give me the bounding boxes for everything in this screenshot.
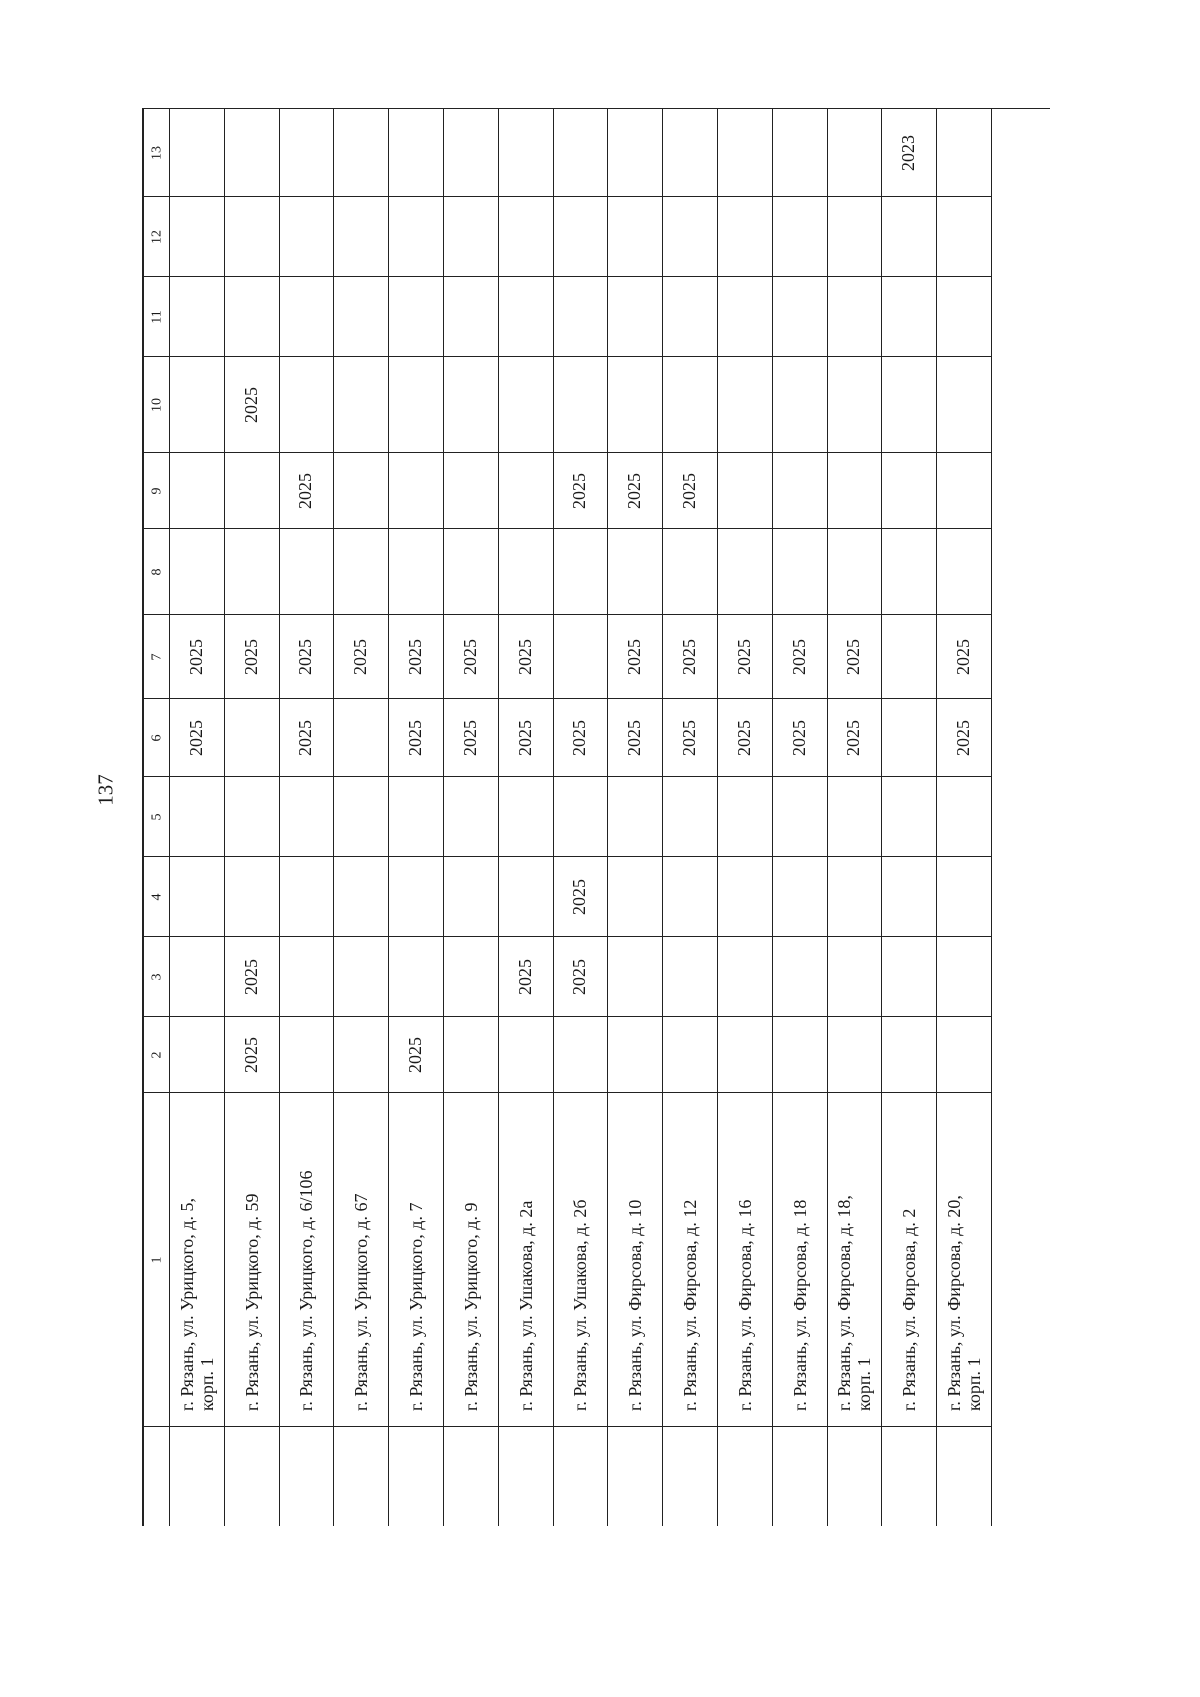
header-label: 9 — [148, 487, 164, 494]
year-cell — [554, 197, 608, 277]
year-cell — [334, 857, 388, 937]
year-value: 2025 — [569, 719, 590, 756]
year-cell — [773, 857, 827, 937]
year-cell — [499, 699, 553, 777]
year-cell — [334, 937, 388, 1017]
year-cell — [389, 529, 443, 615]
year-cell — [882, 529, 936, 615]
year-cell — [554, 615, 608, 699]
header-label: 12 — [148, 229, 164, 244]
year-cell — [280, 857, 334, 937]
year-cell — [608, 529, 662, 615]
address-text: г. Рязань, ул. Урицкого, д. 59 — [241, 1193, 262, 1411]
address-text: г. Рязань, ул. Фирсова, д. 18, корп. 1 — [834, 1194, 875, 1411]
year-cell — [280, 357, 334, 453]
address-cell — [334, 1093, 388, 1427]
year-cell — [499, 529, 553, 615]
year-cell — [389, 699, 443, 777]
address-cell — [444, 1093, 498, 1427]
year-cell — [718, 529, 772, 615]
year-cell — [828, 777, 882, 857]
address-text: г. Рязань, ул. Урицкого, д. 67 — [351, 1193, 372, 1411]
year-cell — [937, 453, 991, 529]
year-cell — [554, 777, 608, 857]
address-text: г. Рязань, ул. Урицкого, д. 5, корп. 1 — [176, 1197, 217, 1411]
year-cell — [608, 357, 662, 453]
year-cell — [828, 197, 882, 277]
year-cell — [554, 453, 608, 529]
year-cell — [444, 699, 498, 777]
year-cell — [444, 937, 498, 1017]
year-cell — [937, 529, 991, 615]
year-cell — [499, 777, 553, 857]
year-cell — [170, 357, 224, 453]
year-cell — [170, 197, 224, 277]
year-cell — [499, 857, 553, 937]
address-cell — [773, 1093, 827, 1427]
year-cell — [773, 277, 827, 357]
year-cell — [663, 699, 717, 777]
year-cell — [663, 197, 717, 277]
year-cell — [663, 277, 717, 357]
year-cell — [170, 937, 224, 1017]
year-cell — [444, 1017, 498, 1093]
year-value: 2025 — [624, 719, 645, 756]
year-value: 2025 — [733, 638, 754, 675]
table-row — [280, 109, 335, 1526]
table-row — [608, 109, 663, 1526]
year-cell — [225, 615, 279, 699]
header-label: 8 — [148, 568, 164, 575]
address-text: г. Рязань, ул. Фирсова, д. 2 — [899, 1208, 920, 1411]
address-text: г. Рязань, ул. Фирсова, д. 20, корп. 1 — [943, 1194, 985, 1411]
year-cell — [554, 937, 608, 1017]
year-cell — [828, 277, 882, 357]
year-cell — [608, 615, 662, 699]
address-cell — [170, 1093, 224, 1427]
year-cell — [170, 529, 224, 615]
year-cell — [828, 1017, 882, 1093]
year-cell — [663, 529, 717, 615]
year-cell — [499, 357, 553, 453]
page-number: 137 — [93, 774, 118, 806]
address-cell — [389, 1093, 443, 1427]
year-value: 2025 — [240, 386, 261, 423]
year-cell — [828, 453, 882, 529]
year-cell — [499, 1017, 553, 1093]
year-cell — [937, 109, 991, 197]
table-row — [828, 109, 883, 1526]
year-cell — [280, 777, 334, 857]
header-label: 6 — [148, 734, 164, 741]
year-cell — [937, 197, 991, 277]
year-cell — [334, 1017, 388, 1093]
year-cell — [937, 699, 991, 777]
year-cell — [280, 937, 334, 1017]
year-cell — [882, 1017, 936, 1093]
address-cell — [828, 1093, 882, 1427]
year-cell — [499, 109, 553, 197]
year-cell — [937, 357, 991, 453]
year-cell — [280, 453, 334, 529]
year-cell — [334, 453, 388, 529]
year-value: 2025 — [569, 878, 590, 915]
year-cell — [718, 615, 772, 699]
table-row — [389, 109, 444, 1526]
header-cell — [144, 197, 169, 277]
header-label: 10 — [148, 397, 164, 412]
year-cell — [773, 615, 827, 699]
year-cell — [718, 357, 772, 453]
year-cell — [937, 615, 991, 699]
year-value: 2025 — [240, 1036, 261, 1073]
year-cell — [882, 937, 936, 1017]
year-value: 2025 — [240, 638, 261, 675]
year-cell — [444, 197, 498, 277]
year-cell — [663, 1017, 717, 1093]
year-cell — [882, 615, 936, 699]
year-cell — [444, 109, 498, 197]
year-cell — [937, 1017, 991, 1093]
address-cell — [718, 1093, 772, 1427]
year-cell — [225, 699, 279, 777]
year-cell — [444, 857, 498, 937]
year-cell — [718, 453, 772, 529]
year-cell — [225, 1017, 279, 1093]
year-cell — [663, 857, 717, 937]
year-cell — [882, 277, 936, 357]
year-cell — [389, 277, 443, 357]
year-cell — [828, 857, 882, 937]
year-value: 2025 — [569, 472, 590, 509]
year-cell — [608, 453, 662, 529]
year-cell — [334, 699, 388, 777]
year-cell — [170, 615, 224, 699]
year-cell — [389, 109, 443, 197]
year-cell — [828, 615, 882, 699]
address-text: г. Рязань, ул. Урицкого, д. 9 — [460, 1202, 481, 1411]
year-cell — [499, 197, 553, 277]
address-cell — [608, 1093, 662, 1427]
table-row — [718, 109, 773, 1526]
year-cell — [882, 699, 936, 777]
year-cell — [554, 1017, 608, 1093]
year-cell — [334, 777, 388, 857]
year-cell — [225, 109, 279, 197]
year-value: 2025 — [514, 719, 535, 756]
year-cell — [663, 615, 717, 699]
year-cell — [828, 109, 882, 197]
year-cell — [773, 357, 827, 453]
year-cell — [444, 277, 498, 357]
year-value: 2025 — [788, 638, 809, 675]
year-cell — [280, 699, 334, 777]
year-value: 2025 — [569, 958, 590, 995]
year-cell — [937, 857, 991, 937]
address-text: г. Рязань, ул. Урицкого, д. 7 — [406, 1202, 426, 1411]
year-cell — [937, 777, 991, 857]
address-text: г. Рязань, ул. Фирсова, д. 16 — [734, 1199, 755, 1411]
year-cell — [718, 197, 772, 277]
year-cell — [554, 109, 608, 197]
year-cell — [225, 777, 279, 857]
year-value: 2025 — [788, 719, 809, 756]
year-value: 2025 — [953, 719, 974, 756]
year-cell — [444, 615, 498, 699]
year-cell — [499, 937, 553, 1017]
year-cell — [444, 357, 498, 453]
year-cell — [225, 857, 279, 937]
address-cell — [280, 1093, 334, 1427]
year-value: 2025 — [459, 638, 480, 675]
year-cell — [608, 197, 662, 277]
year-value: 2025 — [405, 638, 426, 675]
address-cell — [937, 1093, 991, 1427]
year-cell — [773, 109, 827, 197]
year-value: 2025 — [240, 958, 261, 995]
year-cell — [773, 937, 827, 1017]
header-label: 11 — [148, 309, 164, 324]
year-cell — [170, 857, 224, 937]
year-cell — [170, 109, 224, 197]
year-cell — [773, 453, 827, 529]
year-cell — [280, 277, 334, 357]
year-cell — [554, 277, 608, 357]
year-cell — [718, 1017, 772, 1093]
address-cell — [554, 1093, 608, 1427]
table-row — [882, 109, 937, 1526]
year-cell — [718, 699, 772, 777]
year-cell — [882, 197, 936, 277]
year-cell — [882, 357, 936, 453]
year-cell — [225, 453, 279, 529]
year-cell — [773, 529, 827, 615]
year-value: 2025 — [733, 719, 754, 756]
year-cell — [608, 699, 662, 777]
year-cell — [828, 357, 882, 453]
address-text: г. Рязань, ул. Ушакова, д. 2б — [570, 1199, 591, 1411]
year-value: 2025 — [953, 638, 974, 675]
table-row — [937, 109, 992, 1526]
year-value: 2025 — [295, 719, 316, 756]
header-column — [144, 109, 170, 1526]
header-label: 3 — [148, 973, 164, 980]
year-value: 2025 — [679, 638, 700, 675]
year-cell — [389, 1017, 443, 1093]
year-cell — [773, 777, 827, 857]
table-row — [444, 109, 499, 1526]
header-cell — [144, 1093, 169, 1427]
year-value: 2025 — [459, 719, 480, 756]
year-value: 2025 — [514, 958, 535, 995]
year-cell — [663, 109, 717, 197]
year-cell — [499, 277, 553, 357]
year-value: 2025 — [185, 638, 206, 675]
year-value: 2025 — [679, 719, 700, 756]
year-cell — [663, 937, 717, 1017]
year-cell — [225, 529, 279, 615]
year-cell — [280, 1017, 334, 1093]
address-cell — [225, 1093, 279, 1427]
year-value: 2025 — [624, 638, 645, 675]
year-value: 2025 — [843, 638, 864, 675]
year-cell — [828, 529, 882, 615]
table-row — [773, 109, 828, 1526]
year-cell — [444, 529, 498, 615]
year-cell — [334, 357, 388, 453]
header-label: 7 — [148, 653, 164, 660]
header-label: 1 — [148, 1256, 164, 1263]
year-cell — [334, 277, 388, 357]
address-text: г. Рязань, ул. Ушакова, д. 2а — [515, 1200, 536, 1411]
address-cell — [882, 1093, 936, 1427]
year-cell — [170, 453, 224, 529]
header-cell — [144, 357, 169, 453]
year-value: 2025 — [295, 472, 316, 509]
address-text: г. Рязань, ул. Фирсова, д. 10 — [625, 1199, 646, 1411]
year-cell — [718, 109, 772, 197]
header-cell — [144, 777, 169, 857]
header-cell — [144, 109, 169, 197]
year-cell — [170, 777, 224, 857]
year-value: 2025 — [405, 719, 426, 756]
header-label: 4 — [148, 893, 164, 900]
address-text: г. Рязань, ул. Фирсова, д. 12 — [680, 1199, 700, 1411]
year-cell — [225, 277, 279, 357]
year-cell — [718, 937, 772, 1017]
year-cell — [608, 937, 662, 1017]
year-cell — [225, 197, 279, 277]
year-cell — [773, 1017, 827, 1093]
year-cell — [280, 529, 334, 615]
year-cell — [828, 937, 882, 1017]
year-cell — [882, 453, 936, 529]
year-cell — [608, 857, 662, 937]
year-value: 2025 — [350, 638, 371, 675]
header-cell — [144, 937, 169, 1017]
year-cell — [170, 1017, 224, 1093]
year-value: 2023 — [898, 134, 919, 171]
year-cell — [334, 197, 388, 277]
header-label: 5 — [148, 813, 164, 820]
year-cell — [389, 777, 443, 857]
year-cell — [882, 857, 936, 937]
header-cell — [144, 699, 169, 777]
year-cell — [554, 857, 608, 937]
year-cell — [499, 615, 553, 699]
year-cell — [937, 277, 991, 357]
year-cell — [663, 777, 717, 857]
year-value: 2025 — [405, 1036, 426, 1073]
year-cell — [608, 777, 662, 857]
year-cell — [608, 109, 662, 197]
table-row — [663, 109, 718, 1526]
year-cell — [280, 197, 334, 277]
year-value: 2025 — [295, 638, 316, 675]
year-cell — [225, 357, 279, 453]
year-cell — [389, 615, 443, 699]
year-cell — [389, 937, 443, 1017]
year-cell — [718, 857, 772, 937]
year-cell — [882, 109, 936, 197]
year-cell — [718, 777, 772, 857]
year-value: 2025 — [185, 719, 206, 756]
table-row — [499, 109, 554, 1526]
schedule-table — [142, 108, 1050, 1526]
address-text: г. Рязань, ул. Фирсова, д. 18 — [789, 1199, 810, 1411]
year-cell — [280, 615, 334, 699]
year-cell — [389, 197, 443, 277]
address-cell — [499, 1093, 553, 1427]
year-cell — [937, 937, 991, 1017]
year-value: 2025 — [843, 719, 864, 756]
address-cell — [663, 1093, 717, 1427]
year-cell — [828, 699, 882, 777]
header-cell — [144, 615, 169, 699]
year-cell — [718, 277, 772, 357]
header-cell — [144, 1017, 169, 1093]
table-row — [334, 109, 389, 1526]
year-cell — [499, 453, 553, 529]
year-value: 2025 — [624, 472, 645, 509]
year-value: 2025 — [679, 472, 700, 509]
year-value: 2025 — [514, 638, 535, 675]
header-label: 13 — [148, 145, 164, 160]
header-cell — [144, 857, 169, 937]
table-row — [554, 109, 609, 1526]
year-cell — [389, 453, 443, 529]
table-row — [170, 109, 225, 1526]
year-cell — [773, 699, 827, 777]
header-cell — [144, 277, 169, 357]
year-cell — [280, 109, 334, 197]
year-cell — [554, 357, 608, 453]
year-cell — [334, 109, 388, 197]
year-cell — [389, 857, 443, 937]
year-cell — [882, 777, 936, 857]
year-cell — [389, 357, 443, 453]
header-cell — [144, 529, 169, 615]
year-cell — [444, 777, 498, 857]
year-cell — [554, 529, 608, 615]
year-cell — [170, 699, 224, 777]
year-cell — [334, 529, 388, 615]
header-label: 2 — [148, 1051, 164, 1058]
year-cell — [444, 453, 498, 529]
year-cell — [225, 937, 279, 1017]
year-cell — [773, 197, 827, 277]
year-cell — [608, 1017, 662, 1093]
header-cell — [144, 453, 169, 529]
year-cell — [608, 277, 662, 357]
year-cell — [554, 699, 608, 777]
year-cell — [334, 615, 388, 699]
address-text: г. Рязань, ул. Урицкого, д. 6/106 — [296, 1170, 317, 1411]
year-cell — [170, 277, 224, 357]
year-cell — [663, 357, 717, 453]
table-row — [225, 109, 280, 1526]
year-cell — [663, 453, 717, 529]
